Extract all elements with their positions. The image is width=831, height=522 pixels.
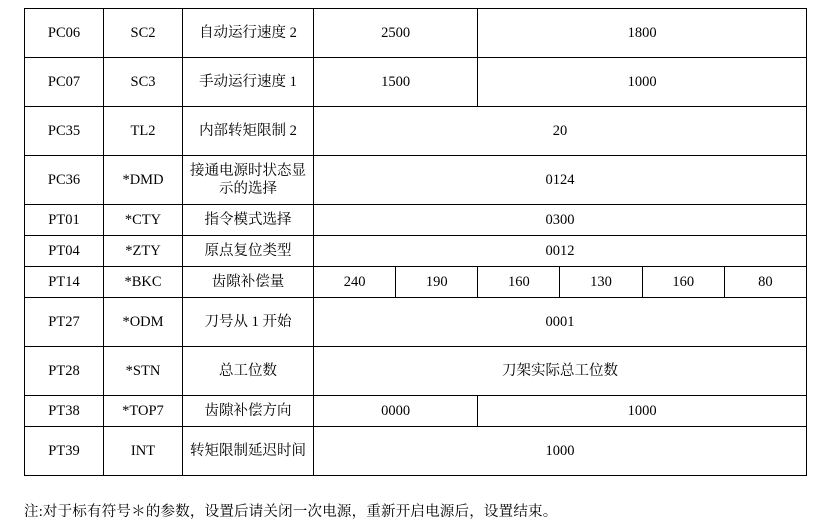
param-code-cell: PT27 (25, 298, 104, 347)
table-row (25, 396, 807, 427)
param-name-cell: 接通电源时状态显示的选择 (183, 156, 314, 205)
param-symbol-cell: TL2 (104, 107, 183, 156)
param-symbol-cell: *STN (104, 347, 183, 396)
param-symbol-cell: *DMD (104, 156, 183, 205)
param-value-cell: 0012 (314, 236, 807, 267)
param-name-cell: 齿隙补偿量 (183, 267, 314, 298)
param-value-cell: 0300 (314, 205, 807, 236)
table-row (25, 347, 807, 396)
param-value-cell: 0001 (314, 298, 807, 347)
param-value-cell: 1500 (314, 58, 478, 107)
param-code-cell: PT04 (25, 236, 104, 267)
param-symbol-cell: *CTY (104, 205, 183, 236)
param-symbol-cell: *TOP7 (104, 396, 183, 427)
table-row (25, 236, 807, 267)
param-value-cell: 0124 (314, 156, 807, 205)
param-value-cell: 190 (396, 267, 478, 298)
param-value-cell: 20 (314, 107, 807, 156)
param-name-cell: 总工位数 (183, 347, 314, 396)
table-row (25, 107, 807, 156)
param-name-cell: 自动运行速度 2 (183, 9, 314, 58)
param-name-cell: 刀号从 1 开始 (183, 298, 314, 347)
param-name-cell: 原点复位类型 (183, 236, 314, 267)
table-row (25, 156, 807, 205)
param-value-cell: 2500 (314, 9, 478, 58)
param-code-cell: PC35 (25, 107, 104, 156)
table-row (25, 267, 807, 298)
param-value-cell: 1000 (478, 396, 807, 427)
param-code-cell: PC36 (25, 156, 104, 205)
param-name-cell: 手动运行速度 1 (183, 58, 314, 107)
param-symbol-cell: SC2 (104, 9, 183, 58)
param-name-cell: 指令模式选择 (183, 205, 314, 236)
param-value-cell: 0000 (314, 396, 478, 427)
param-name-cell: 内部转矩限制 2 (183, 107, 314, 156)
table-row (25, 298, 807, 347)
param-code-cell: PT01 (25, 205, 104, 236)
param-symbol-cell: *ZTY (104, 236, 183, 267)
table-row (25, 205, 807, 236)
param-value-cell: 240 (314, 267, 396, 298)
table-row (25, 58, 807, 107)
table-body (25, 9, 807, 476)
footnote: 注:对于标有符号＊的参数，设置后请关闭一次电源，重新开启电源后，设置结束。 (24, 504, 558, 520)
param-symbol-cell: INT (104, 427, 183, 476)
param-value-cell: 刀架实际总工位数 (314, 347, 807, 396)
param-value-cell: 80 (724, 267, 806, 298)
param-value-cell: 160 (478, 267, 560, 298)
param-symbol-cell: *ODM (104, 298, 183, 347)
param-name-cell: 齿隙补偿方向 (183, 396, 314, 427)
param-code-cell: PT38 (25, 396, 104, 427)
table-row (25, 427, 807, 476)
param-code-cell: PC06 (25, 9, 104, 58)
table-row (25, 9, 807, 58)
param-value-cell: 1000 (314, 427, 807, 476)
param-name-cell: 转矩限制延迟时间 (183, 427, 314, 476)
param-value-cell: 130 (560, 267, 642, 298)
param-code-cell: PC07 (25, 58, 104, 107)
param-value-cell: 1000 (478, 58, 807, 107)
param-symbol-cell: *BKC (104, 267, 183, 298)
param-value-cell: 1800 (478, 9, 807, 58)
param-code-cell: PT39 (25, 427, 104, 476)
param-symbol-cell: SC3 (104, 58, 183, 107)
param-value-cell: 160 (642, 267, 724, 298)
param-code-cell: PT14 (25, 267, 104, 298)
parameter-table (24, 8, 807, 476)
param-code-cell: PT28 (25, 347, 104, 396)
